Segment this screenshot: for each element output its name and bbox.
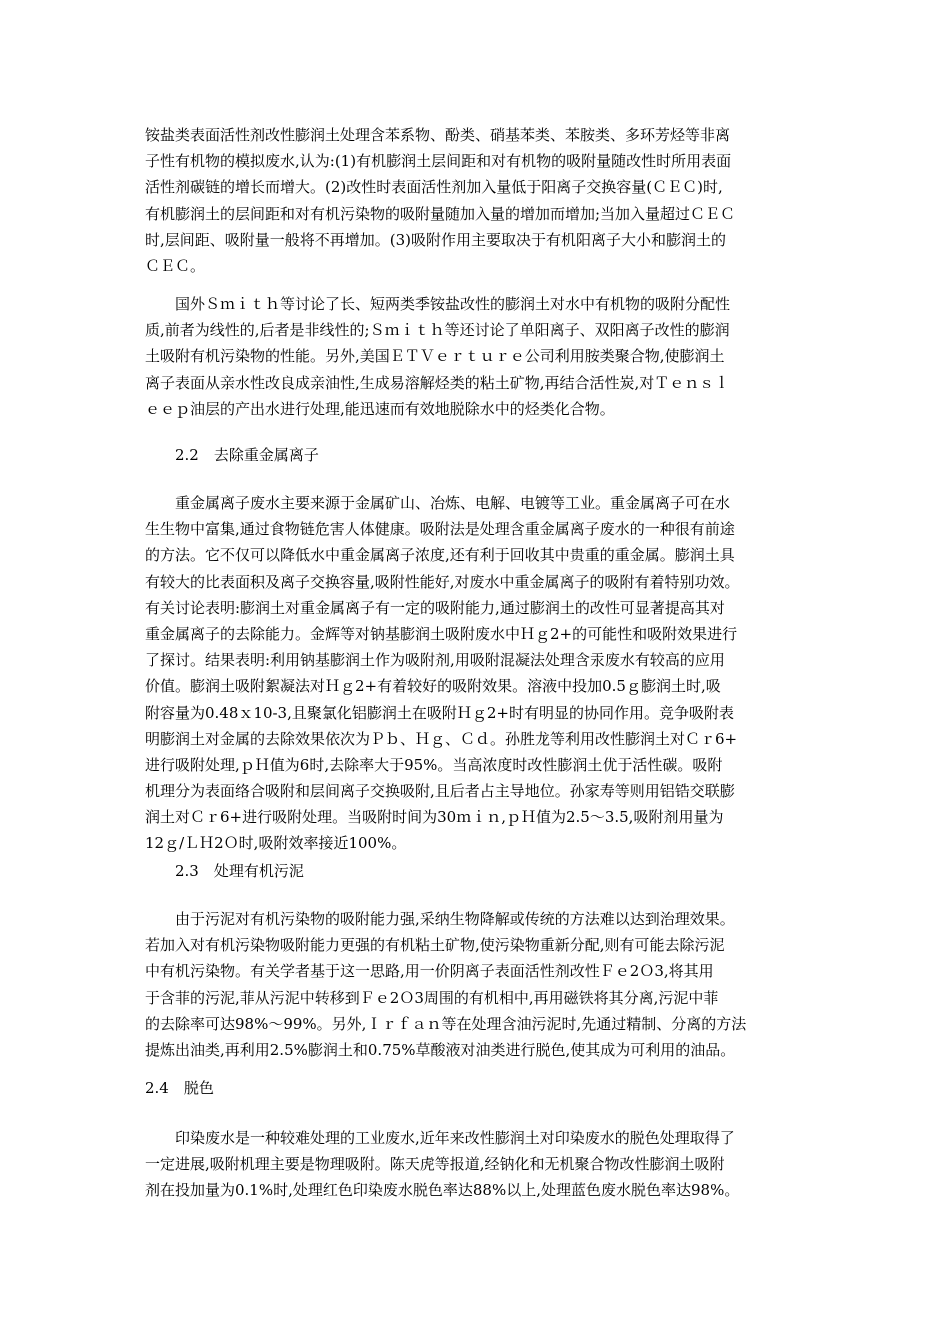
paragraph-organic-sludge <box>145 906 810 1063</box>
section-heading-2-2: 2.2 去除重金属离子 <box>175 446 319 464</box>
section-heading-2-4: 2.4 脱色 <box>145 1079 214 1097</box>
text-line: 润土对Ｃｒ6+进行吸附处理。当吸附时间为30ｍｉｎ,ｐＨ值为2.5～3.5,吸附剂用量为 <box>145 808 724 827</box>
text-line: 机理分为表面络合吸附和层间离子交换吸附,且后者占主导地位。孙家寿等则用铝锆交联膨 <box>145 782 735 801</box>
text-line: 明膨润土对金属的去除效果依次为Ｐｂ、Ｈｇ、Ｃｄ。孙胜龙等利用改性膨润土对Ｃｒ6+ <box>145 729 738 748</box>
text-line: 12ｇ/ＬＨ2Ｏ时,吸附效率接近100%。 <box>145 834 407 853</box>
paragraph-smith-research <box>145 291 810 422</box>
text-line: 附容量为0.48ｘ10-3,且聚氯化铝膨润土在吸附Ｈｇ2+时有明显的协同作用。竞争吸附表 <box>145 703 734 722</box>
text-line: 剂在投加量为0.1%时,处理红色印染废水脱色率达88%以上,处理蓝色废水脱色率达98%。 <box>145 1181 740 1200</box>
text-line: 有较大的比表面积及离子交换容量,吸附性能好,对废水中重金属离子的吸附有着特别功效。 <box>145 572 740 591</box>
paragraph-organic-bentonite-findings <box>145 122 810 279</box>
text-line: 价值。膨润土吸附絮凝法对Ｈｇ2+有着较好的吸附效果。溶液中投加0.5ｇ膨润土时,吸 <box>145 677 721 696</box>
paragraph-heavy-metal-removal <box>145 490 810 857</box>
section-heading-2-3: 2.3 处理有机污泥 <box>175 862 304 880</box>
text-line: 若加入对有机污染物吸附能力更强的有机粘土矿物,使污染物重新分配,则有可能去除污泥 <box>145 936 725 955</box>
text-line: 铵盐类表面活性剂改性膨润土处理含苯系物、酚类、硝基苯类、苯胺类、多环芳烃等非离 <box>145 126 731 144</box>
paragraph-decolorization <box>145 1125 810 1204</box>
text-line: 重金属离子废水主要来源于金属矿山、冶炼、电解、电镀等工业。重金属离子可在水 <box>175 494 731 512</box>
text-line: ｅｅｐ油层的产出水进行处理,能迅速而有效地脱除水中的烃类化合物。 <box>145 399 615 418</box>
text-line: 的方法。它不仅可以降低水中重金属离子浓度,还有利于回收其中贵重的重金属。膨润土具 <box>145 546 735 565</box>
text-line: 由于污泥对有机污染物的吸附能力强,采纳生物降解或传统的方法难以达到治理效果。 <box>175 910 735 928</box>
text-line: 子性有机物的模拟废水,认为:(1)有机膨润土层间距和对有机物的吸附量随改性时所用表面 <box>145 152 732 171</box>
text-line: 时,层间距、吸附量一般将不再增加。(3)吸附作用主要取决于有机阳离子大小和膨润土的 <box>145 230 727 249</box>
text-line: 国外Ｓｍｉｔｈ等讨论了长、短两类季铵盐改性的膨润土对水中有机物的吸附分配性 <box>175 295 731 313</box>
text-line: ＣＥＣ。 <box>145 256 206 275</box>
text-line: 了探讨。结果表明:利用钠基膨润土作为吸附剂,用吸附混凝法处理含汞废水有较高的应用 <box>145 651 725 670</box>
text-line: 有关讨论表明:膨润土对重金属离子有一定的吸附能力,通过膨润土的改性可显著提高其对 <box>145 598 725 617</box>
text-line: 于含菲的污泥,菲从污泥中转移到Ｆｅ2Ｏ3周围的有机相中,再用磁铁将其分离,污泥中菲 <box>145 988 719 1007</box>
text-line: 印染废水是一种较难处理的工业废水,近年来改性膨润土对印染废水的脱色处理取得了 <box>175 1129 735 1147</box>
text-line: 生生物中富集,通过食物链危害人体健康。吸附法是处理含重金属离子废水的一种很有前途 <box>145 520 735 539</box>
text-line: 进行吸附处理,ｐＨ值为6时,去除率大于95%。当高浓度时改性膨润土优于活性碳。吸附 <box>145 755 723 774</box>
text-line: 重金属离子的去除能力。金辉等对钠基膨润土吸附废水中Ｈｇ2+的可能性和吸附效果进行 <box>145 624 738 643</box>
text-line: 离子表面从亲水性改良成亲油性,生成易溶解烃类的粘土矿物,再结合活性炭,对Ｔｅｎｓｌ <box>145 373 730 392</box>
text-line: 有机膨润土的层间距和对有机污染物的吸附量随加入量的增加而增加;当加入量超过ＣＥＣ <box>145 204 736 223</box>
text-line: 提炼出油类,再利用2.5%膨润土和0.75%草酸液对油类进行脱色,使其成为可利用的油品。 <box>145 1040 736 1059</box>
text-line: 的去除率可达98%～99%。另外,Ｉｒｆａｎ等在处理含油污泥时,先通过精制、分离的方法 <box>145 1014 747 1033</box>
text-line: 一定进展,吸附机理主要是物理吸附。陈天虎等报道,经钠化和无机聚合物改性膨润土吸附 <box>145 1155 725 1174</box>
text-line: 中有机污染物。有关学者基于这一思路,用一价阴离子表面活性剂改性Ｆｅ2Ｏ3,将其用 <box>145 962 714 981</box>
text-line: 活性剂碳链的增长而增大。(2)改性时表面活性剂加入量低于阳离子交换容量(ＣＥＣ)时, <box>145 178 723 197</box>
text-line: 土吸附有机污染物的性能。另外,美国ＥＴＶｅｒｔｕｒｅ公司利用胺类聚合物,使膨润土 <box>145 347 725 366</box>
text-line: 质,前者为线性的,后者是非线性的;Ｓｍｉｔｈ等还讨论了单阳离子、双阳离子改性的膨润 <box>145 321 730 340</box>
